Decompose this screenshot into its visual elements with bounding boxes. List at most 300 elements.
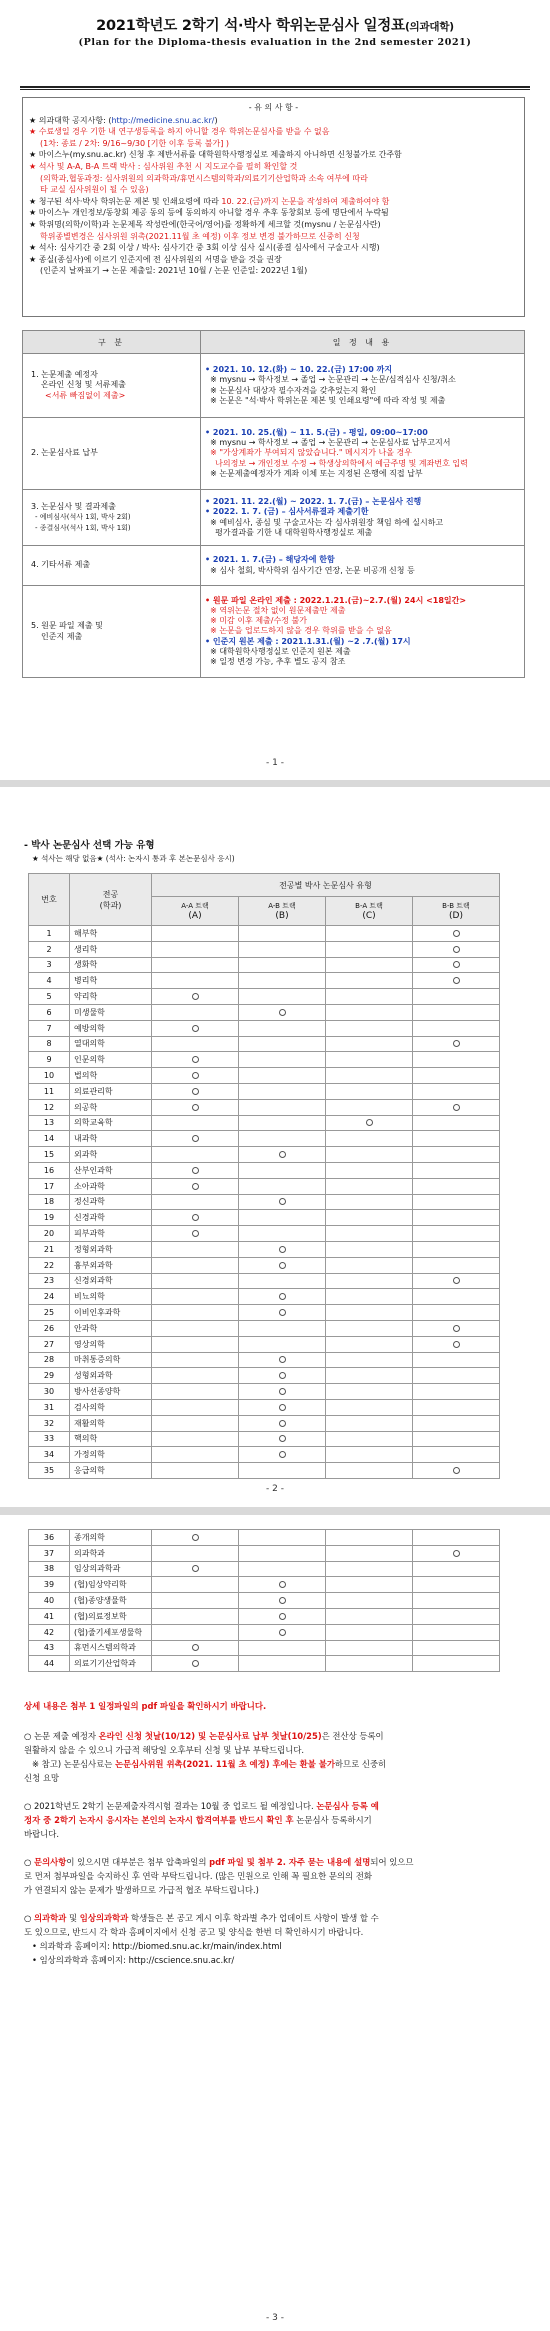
notice-line: [29, 173, 518, 185]
track-code: (C): [362, 911, 376, 921]
major-row: [29, 1447, 500, 1463]
track-cell: [152, 1162, 239, 1178]
track-cell: [413, 1656, 500, 1672]
track-cell: [239, 1068, 326, 1084]
available-mark-icon: [453, 961, 460, 968]
track-cell: [152, 1399, 239, 1415]
schedule-category: [23, 418, 201, 490]
major-number: 33: [29, 1431, 70, 1447]
major-number: 36: [29, 1530, 70, 1546]
available-mark-icon: [366, 1119, 373, 1126]
major-name: 해부학: [70, 926, 152, 942]
track-cell: [413, 926, 500, 942]
notice-line: [29, 242, 518, 254]
track-cell: [326, 1305, 413, 1321]
category-line: 3. 논문심사 및 결과제출: [31, 502, 116, 512]
major-name: 방사선종양학: [70, 1384, 152, 1400]
track-cell: [152, 1463, 239, 1479]
track-cell: [326, 1368, 413, 1384]
track-cell: [326, 1447, 413, 1463]
major-number: 14: [29, 1131, 70, 1147]
paragraph-text: 및: [66, 1913, 80, 1923]
doctoral-track-table: [28, 873, 500, 1479]
header-category: 구 분: [23, 331, 201, 354]
major-number: 40: [29, 1593, 70, 1609]
major-name: 안과학: [70, 1320, 152, 1336]
major-name: 법의학: [70, 1068, 152, 1084]
track-cell: [239, 1399, 326, 1415]
major-row: [29, 1624, 500, 1640]
available-mark-icon: [279, 1151, 286, 1158]
notice-paragraph: [24, 1855, 529, 1897]
track-header: [152, 897, 239, 926]
track-cell: [413, 1431, 500, 1447]
notice-box: [22, 97, 525, 317]
major-number: 21: [29, 1241, 70, 1257]
paragraph-line: [24, 1883, 529, 1897]
major-row: [29, 1147, 500, 1163]
track-cell: [413, 1320, 500, 1336]
track-cell: [239, 1368, 326, 1384]
track-cell: [152, 1415, 239, 1431]
detail-line: • 2021. 1. 7.(금) – 해당자에 한함: [205, 555, 335, 565]
page-3: [0, 1515, 550, 2331]
track-cell: [152, 941, 239, 957]
paragraph-text: 도 있으므로, 반드시 각 학과 홈페이지에서 신청 공고 및 양식을 한번 더 확인하시기 바랍니다.: [24, 1927, 364, 1937]
notice-line: [29, 138, 518, 150]
track-cell: [152, 989, 239, 1005]
major-row: [29, 1561, 500, 1577]
paragraph-text: • 의과학과 홈페이지: http://biomed.snu.ac.kr/main/index.html: [24, 1941, 282, 1951]
available-mark-icon: [453, 1550, 460, 1557]
paragraph-text: ○ 논문 제출 예정자: [24, 1731, 99, 1741]
track-cell: [152, 1099, 239, 1115]
available-mark-icon: [279, 1597, 286, 1604]
title-divider: [20, 86, 530, 88]
track-cell: [239, 941, 326, 957]
major-name: 가정의학: [70, 1447, 152, 1463]
track-cell: [413, 1593, 500, 1609]
major-number: 26: [29, 1320, 70, 1336]
available-mark-icon: [279, 1404, 286, 1411]
notice-line: [29, 196, 518, 208]
paragraph-text: 정자 중 2학기 논자시 응시자는 본인의 논자시 합격여부를 반드시 확인 후: [24, 1815, 294, 1825]
available-mark-icon: [279, 1451, 286, 1458]
track-cell: [239, 1305, 326, 1321]
major-name: (협)종양생물학: [70, 1593, 152, 1609]
page-number: - 1 -: [266, 758, 284, 768]
page-2: [0, 787, 550, 1507]
major-number: 2: [29, 941, 70, 957]
paragraph-line: [24, 1869, 529, 1883]
track-cell: [239, 1004, 326, 1020]
paragraph-text: 문의사항: [33, 1857, 67, 1867]
category-line: - 예비심사(석사 1회, 박사 2회): [35, 513, 131, 522]
track-cell: [413, 957, 500, 973]
track-cell: [413, 1352, 500, 1368]
major-number: 29: [29, 1368, 70, 1384]
track-cell: [152, 1545, 239, 1561]
track-cell: [413, 1640, 500, 1656]
track-cell: [239, 1147, 326, 1163]
major-name: 열대의학: [70, 1036, 152, 1052]
track-cell: [239, 1162, 326, 1178]
schedule-category: [23, 586, 201, 678]
major-number: 12: [29, 1099, 70, 1115]
available-mark-icon: [279, 1388, 286, 1395]
major-name: 의료기기산업학과: [70, 1656, 152, 1672]
detail-line: ※ 심사 철회, 박사학위 심사기간 연장, 논문 비공개 신청 등: [205, 565, 415, 575]
track-name: A-A 트랙: [181, 902, 209, 910]
track-cell: [152, 1656, 239, 1672]
track-cell: [326, 1257, 413, 1273]
major-row: [29, 1099, 500, 1115]
available-mark-icon: [279, 1613, 286, 1620]
paragraph-text: 임상의과학과: [79, 1913, 129, 1923]
available-mark-icon: [279, 1198, 286, 1205]
available-mark-icon: [192, 1104, 199, 1111]
track-cell: [413, 1194, 500, 1210]
track-cell: [326, 1178, 413, 1194]
track-cell: [326, 1561, 413, 1577]
major-name: 검사의학: [70, 1399, 152, 1415]
track-cell: [413, 1178, 500, 1194]
available-mark-icon: [453, 1040, 460, 1047]
major-number: 3: [29, 957, 70, 973]
notice-text: ★ 의과대학 공지사항: (: [29, 115, 112, 125]
track-cell: [152, 1608, 239, 1624]
track-cell: [239, 926, 326, 942]
track-cell: [326, 1020, 413, 1036]
available-mark-icon: [279, 1372, 286, 1379]
paragraph-text: 되어 있으므: [370, 1857, 414, 1867]
document-title-block: [20, 14, 530, 48]
track-code: (D): [449, 911, 463, 921]
track-cell: [413, 1115, 500, 1131]
notice-line: [29, 184, 518, 196]
track-cell: [413, 1561, 500, 1577]
available-mark-icon: [453, 1467, 460, 1474]
notice-line: [29, 161, 518, 173]
major-name: 내과학: [70, 1131, 152, 1147]
detail-line: • 원문 파일 온라인 제출 : 2022.1.21.(금)~2.7.(월) 24시 <18일간>: [205, 595, 467, 605]
available-mark-icon: [192, 1135, 199, 1142]
track-cell: [326, 1289, 413, 1305]
track-cell: [152, 1147, 239, 1163]
available-mark-icon: [192, 1214, 199, 1221]
schedule-category: [23, 546, 201, 586]
track-cell: [152, 1083, 239, 1099]
major-number: 6: [29, 1004, 70, 1020]
major-number: 34: [29, 1447, 70, 1463]
major-name: 병리학: [70, 973, 152, 989]
track-cell: [413, 1545, 500, 1561]
track-cell: [152, 1068, 239, 1084]
track-cell: [152, 973, 239, 989]
major-name: 신경외과학: [70, 1273, 152, 1289]
major-number: 32: [29, 1415, 70, 1431]
track-cell: [239, 1052, 326, 1068]
schedule-category: [23, 354, 201, 418]
major-row: [29, 1257, 500, 1273]
track-cell: [152, 1226, 239, 1242]
track-cell: [413, 1241, 500, 1257]
paragraph-text: 신청 요망: [24, 1773, 60, 1783]
track-cell: [413, 1368, 500, 1384]
track-cell: [326, 1210, 413, 1226]
track-cell: [413, 1305, 500, 1321]
notice-paragraph: [24, 1799, 529, 1841]
track-cell: [413, 1226, 500, 1242]
major-row: [29, 1052, 500, 1068]
available-mark-icon: [453, 1325, 460, 1332]
col-major: 전공 (학과): [70, 874, 152, 926]
major-row: [29, 926, 500, 942]
available-mark-icon: [279, 1420, 286, 1427]
col-number: 번호: [29, 874, 70, 926]
major-name: 약리학: [70, 989, 152, 1005]
category-line: 인준지 제출: [41, 631, 83, 641]
paragraph-text: 하므로 신중히: [334, 1759, 387, 1769]
header-schedule: 일 정 내 용: [201, 331, 525, 354]
paragraph-text: 바랍니다.: [24, 1829, 60, 1839]
schedule-row: [23, 490, 525, 546]
track-cell: [413, 1131, 500, 1147]
major-number: 25: [29, 1305, 70, 1321]
detail-line: • 2022. 1. 7. (금) – 심사서류결과 제출기한: [205, 507, 369, 517]
track-cell: [239, 1210, 326, 1226]
paragraph-line: [24, 1953, 529, 1967]
paragraph-line: [24, 1855, 529, 1869]
notice-paragraph: [24, 1729, 529, 1785]
major-row: [29, 941, 500, 957]
track-cell: [326, 957, 413, 973]
document-subtitle: (Plan for the Diploma-thesis evaluation in the 2nd semester 2021): [78, 37, 472, 48]
major-name: 의과학과: [70, 1545, 152, 1561]
track-cell: [239, 1115, 326, 1131]
available-mark-icon: [279, 1246, 286, 1253]
major-row: [29, 1226, 500, 1242]
available-mark-icon: [453, 1104, 460, 1111]
notice-line: [29, 207, 518, 219]
notice-line: [29, 265, 518, 277]
category-line: 5. 원문 파일 제출 및: [31, 621, 103, 631]
notice-text: ★ 청구된 석사·박사 학위논문 제본 및 인쇄요령에 따라: [29, 196, 222, 206]
major-name: (협)임상약리학: [70, 1577, 152, 1593]
track-cell: [152, 1384, 239, 1400]
category-line: 2. 논문심사료 납부: [31, 448, 98, 458]
major-name: 응급의학: [70, 1463, 152, 1479]
track-cell: [326, 1463, 413, 1479]
paragraph-line: [24, 1813, 529, 1827]
major-name: 생리학: [70, 941, 152, 957]
track-cell: [152, 1241, 239, 1257]
lead-notice: 상세 내용은 첨부 1 일정파일의 pdf 파일을 확인하시기 바랍니다.: [24, 1701, 267, 1711]
additional-notices: [24, 1729, 529, 1981]
paragraph-text: 논문심사위원 위촉(2021. 11월 초 예정) 후에는 환불 불가: [114, 1759, 335, 1769]
detail-line: ※ mysnu → 학사정보 → 졸업 → 논문관리 → 논문심사료 납부고지서: [205, 438, 451, 448]
detail-line: ※ "가상계좌가 부여되지 않았습니다." 메시지가 나올 경우: [205, 448, 412, 458]
available-mark-icon: [192, 1088, 199, 1095]
available-mark-icon: [192, 1660, 199, 1667]
track-cell: [152, 1447, 239, 1463]
major-number: 11: [29, 1083, 70, 1099]
doctoral-track-table-continued: [28, 1529, 500, 1672]
notice-text: 학위종별변경은 심사위원 위촉(2021.11월 초 예정) 이후 정보 변경 불가하므로 신중히 신청: [40, 231, 360, 241]
track-cell: [326, 1241, 413, 1257]
major-number: 7: [29, 1020, 70, 1036]
major-row: [29, 1368, 500, 1384]
major-name: 휴먼시스템의학과: [70, 1640, 152, 1656]
track-cell: [152, 1194, 239, 1210]
track-cell: [239, 1545, 326, 1561]
track-cell: [152, 1273, 239, 1289]
major-row: [29, 1577, 500, 1593]
track-cell: [326, 989, 413, 1005]
track-cell: [239, 1431, 326, 1447]
category-line: 온라인 신청 및 서류제출: [41, 380, 126, 390]
notice-text: ★ 마이스누 개인정보/동창회 제공 동의 등에 동의하지 아니할 경우 추후 동창회보 등에 명단에서 누락됨: [29, 208, 389, 218]
major-name: 비뇨의학: [70, 1289, 152, 1305]
paragraph-text: 이 있으시면 대부분은 첨부 압축파일의: [66, 1857, 210, 1867]
track-cell: [326, 1530, 413, 1546]
major-row: [29, 1083, 500, 1099]
track-header: [413, 897, 500, 926]
track-cell: [239, 957, 326, 973]
paragraph-line: [24, 1743, 529, 1757]
available-mark-icon: [279, 1629, 286, 1636]
track-cell: [413, 989, 500, 1005]
paragraph-line: [24, 1729, 529, 1743]
track-cell: [326, 1131, 413, 1147]
track-cell: [326, 1036, 413, 1052]
major-row: [29, 1320, 500, 1336]
track-code: (B): [275, 911, 289, 921]
track-cell: [152, 1530, 239, 1546]
track-cell: [326, 1384, 413, 1400]
paragraph-text: ○: [24, 1913, 34, 1923]
track-cell: [239, 1530, 326, 1546]
schedule-row: [23, 354, 525, 418]
track-cell: [152, 1210, 239, 1226]
track-cell: [239, 1226, 326, 1242]
schedule-row: [23, 546, 525, 586]
major-number: 31: [29, 1399, 70, 1415]
track-cell: [326, 1431, 413, 1447]
major-name: 생화학: [70, 957, 152, 973]
major-row: [29, 1608, 500, 1624]
major-number: 13: [29, 1115, 70, 1131]
detail-line: ※ 일정 변경 가능, 추후 별도 공지 참조: [205, 657, 346, 666]
major-number: 8: [29, 1036, 70, 1052]
major-name: 의공학: [70, 1099, 152, 1115]
track-cell: [413, 1162, 500, 1178]
detail-line: ※ 대학원학사행정실로 인준지 원본 제출: [205, 646, 351, 656]
major-name: 신경과학: [70, 1210, 152, 1226]
track-cell: [152, 1289, 239, 1305]
available-mark-icon: [192, 1644, 199, 1651]
notice-line: [29, 254, 518, 266]
paragraph-text: 원활하지 않을 수 있으니 가급적 해당일 오후부터 신청 및 납부 부탁드립니다.: [24, 1745, 305, 1755]
notice-text: ★ 석사 및 A-A, B-A 트랙 박사 : 심사위원 추천 시 지도교수를 필히 확인할 것: [29, 161, 298, 171]
major-number: 1: [29, 926, 70, 942]
paragraph-text: pdf 파일 및 첨부 2. 자주 묻는 내용에 설명: [209, 1857, 371, 1867]
track-cell: [152, 1431, 239, 1447]
notice-text: (의학과,협동과정: 심사위원의 의과학과/휴먼시스템의학과/의료기기산업학과 소속 여부에 따라: [40, 173, 368, 183]
track-cell: [152, 1624, 239, 1640]
track-cell: [326, 1162, 413, 1178]
track-cell: [326, 1068, 413, 1084]
major-name: 의학교육학: [70, 1115, 152, 1131]
major-number: 43: [29, 1640, 70, 1656]
track-cell: [413, 1004, 500, 1020]
title-divider-thin: [20, 89, 530, 90]
paragraph-text: 온라인 신청 첫날(10/12) 및 논문심사료 납부 첫날(10/25): [98, 1731, 322, 1741]
track-cell: [239, 1273, 326, 1289]
track-cell: [413, 1099, 500, 1115]
track-cell: [326, 1115, 413, 1131]
track-cell: [239, 973, 326, 989]
track-cell: [413, 1068, 500, 1084]
notice-text: 10. 22.(금)까지 논문을 작성하여 제출하여야 함: [221, 196, 390, 206]
major-number: 41: [29, 1608, 70, 1624]
notice-text: ★ 석사: 심사기간 중 2회 이상 / 박사: 심사기간 중 3회 이상 심사 실시(종결 심사에서 구술고사 시행): [29, 243, 380, 253]
notice-line: [29, 126, 518, 138]
track-cell: [413, 1447, 500, 1463]
paragraph-line: [24, 1799, 529, 1813]
track-cell: [413, 1052, 500, 1068]
track-cell: [239, 1608, 326, 1624]
track-cell: [239, 1593, 326, 1609]
major-number: 39: [29, 1577, 70, 1593]
available-mark-icon: [279, 1293, 286, 1300]
major-name: 정신과학: [70, 1194, 152, 1210]
major-name: 종개의학: [70, 1530, 152, 1546]
major-name: 핵의학: [70, 1431, 152, 1447]
major-row: [29, 1336, 500, 1352]
track-cell: [413, 1210, 500, 1226]
notice-text: (인준지 날짜표기 → 논문 제출일: 2021년 10월 / 논문 인준일: 2022년 1월): [40, 266, 308, 276]
track-cell: [239, 1656, 326, 1672]
major-name: 산부인과학: [70, 1162, 152, 1178]
major-number: 5: [29, 989, 70, 1005]
track-cell: [239, 989, 326, 1005]
detail-line: ※ mysnu → 학사정보 → 졸업 → 논문관리 → 논문/심적심사 신청/취소: [205, 375, 456, 385]
track-cell: [326, 1273, 413, 1289]
major-row: [29, 1399, 500, 1415]
track-cell: [326, 1226, 413, 1242]
major-row: [29, 1530, 500, 1546]
track-cell: [239, 1131, 326, 1147]
track-cell: [413, 941, 500, 957]
section-title: - 박사 논문심사 선택 가능 유형: [24, 840, 155, 851]
major-name: 미생물학: [70, 1004, 152, 1020]
notice-text: ★ 수료생일 경우 기한 내 연구생등록을 하지 아니할 경우 학위논문심사를 받을 수 없음: [29, 127, 330, 137]
major-row: [29, 1131, 500, 1147]
major-number: 30: [29, 1384, 70, 1400]
paragraph-line: [24, 1925, 529, 1939]
major-number: 4: [29, 973, 70, 989]
major-name: 예방의학: [70, 1020, 152, 1036]
notice-line: [29, 115, 518, 127]
major-row: [29, 1068, 500, 1084]
paragraph-text: 가 연결되지 않는 문제가 발생하므로 가급적 협조 부탁드립니다.): [24, 1885, 259, 1895]
track-cell: [239, 1352, 326, 1368]
track-cell: [152, 1577, 239, 1593]
available-mark-icon: [279, 1262, 286, 1269]
major-row: [29, 989, 500, 1005]
major-number: 23: [29, 1273, 70, 1289]
